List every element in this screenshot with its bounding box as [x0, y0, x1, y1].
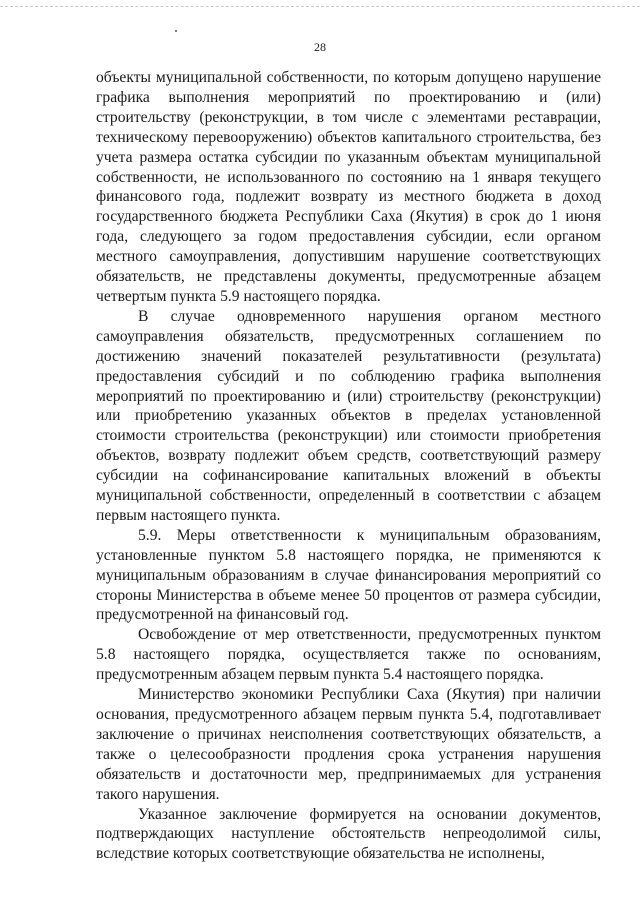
- paragraph-1: объекты муниципальной собственности, по которым допущено нарушение графика выполнения мероприятий по проектированию и (или) строительству (реконструкции, в том числе с элементами реставрации, техническому перевооружению) объектов капитального строительства, без учета размера остатка субсидии по указанным объектам муниципальной собственности, не использованного по состоянию на 1 января текущего финансового года, подлежит возврату из местного бюджета в доход государственного бюджета Республики Саха (Якутия) в срок до 1 июня года, следующего за годом предоставления субсидии, если органом местного самоуправления, допустившим нарушение соответствующих обязательств, не представлены документы, предусмотренные абзацем четвертым пункта 5.9 настоящего порядка.: [96, 69, 601, 305]
- document-body: [96, 68, 601, 864]
- paragraph-3: 5.9. Меры ответственности к муниципальным образованиям, установленные пунктом 5.8 настоящего порядка, не применяются к муниципальным образованиям в случае финансирования мероприятий со стороны Министерства в объеме менее 50 процентов от размера субсидии, предусмотренной на финансовый год.: [96, 526, 601, 624]
- scan-edge-line: [0, 6, 640, 7]
- paragraph-4: Освобождение от мер ответственности, предусмотренных пунктом 5.8 настоящего порядка, осуществляется также по основаниям, предусмотренным абзацем первым пункта 5.4 настоящего порядка.: [96, 626, 601, 684]
- scan-artifact-dot: [175, 30, 177, 32]
- page-number: 28: [314, 40, 326, 54]
- paragraph-5: Министерство экономики Республики Саха (Якутия) при наличии основания, предусмотренного абзацем первым пункта 5.4, подготавливает заключение о причинах неисполнения соответствующих обязательств, а также о целесообразности продления срока устранения нарушения обязательств и достаточности мер, предпринимаемых для устранения такого нарушения.: [96, 686, 601, 803]
- paragraph-2: В случае одновременного нарушения органом местного самоуправления обязательств, предусмотренных соглашением по достижению значений показателей результативности (результата) предоставления субсидий и по соблюдению графика выполнения мероприятий по проектированию и (или) строительству (реконструкции) или приобретению указанных объектов в пределах установленной стоимости строительства (реконструкции) или стоимости приобретения объектов, возврату подлежит объем средств, соответствующий размеру субсидии на софинансирование капитальных вложений в объекты муниципальной собственности, определенный в соответствии с абзацем первым настоящего пункта.: [96, 307, 601, 524]
- paragraph-6: Указанное заключение формируется на основании документов, подтверждающих наступление обстоятельств непреодолимой силы, вследствие которых соответствующие обязательства не исполнены,: [96, 805, 601, 863]
